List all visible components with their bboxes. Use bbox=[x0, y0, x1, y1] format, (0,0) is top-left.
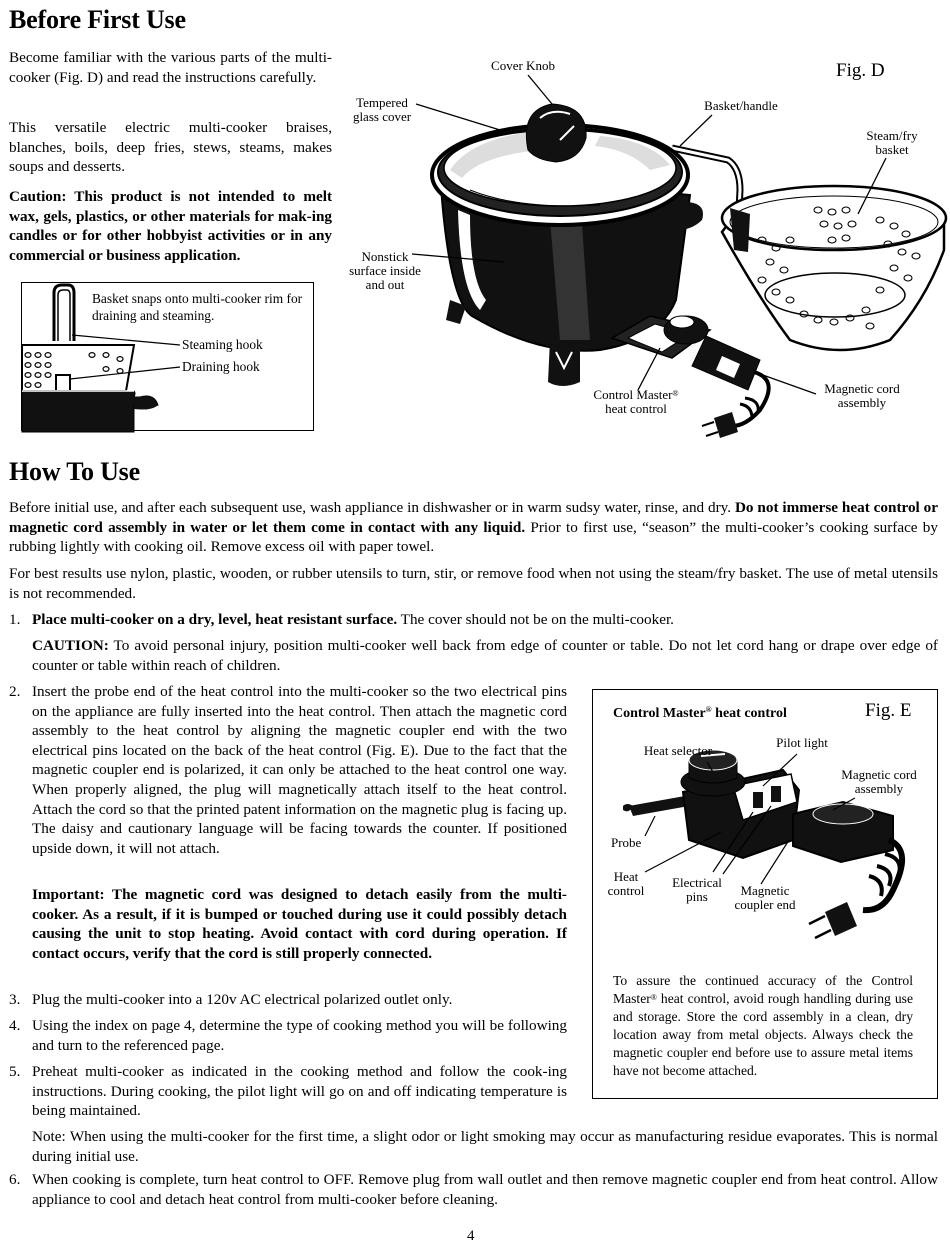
heat-selector-label: Heat selector bbox=[643, 743, 713, 758]
fig-e-title: Fig. E bbox=[865, 700, 912, 721]
step-6-text: When cooking is complete, turn heat control to OFF. Remove plug from wall outlet and then remove magnetic coupler end from heat control. Allow appliance to cool and detach heat control from multi-cooker before cleaning. bbox=[32, 1171, 938, 1208]
steaming-hook-label: Steaming hook bbox=[182, 337, 263, 352]
section-title-how-to-use: How To Use bbox=[9, 457, 140, 486]
probe-label: Probe bbox=[611, 835, 642, 850]
tempered-glass-label: Tempered glass cover bbox=[352, 95, 412, 124]
step-3-text: Plug the multi-cooker into a 120v AC electrical polarized outlet only. bbox=[32, 991, 453, 1008]
fig-e-magnetic-cord-label: Magnetic cord assembly bbox=[841, 767, 917, 796]
nonstick-label: Nonstick surface inside and out bbox=[349, 249, 421, 292]
basket-handle-label: Basket/handle bbox=[704, 98, 778, 113]
fig-e-heading: Control Master® heat control bbox=[613, 705, 787, 721]
fig-d-title: Fig. D bbox=[836, 60, 885, 81]
draining-hook-label: Draining hook bbox=[182, 359, 260, 374]
pilot-light-label: Pilot light bbox=[776, 735, 828, 750]
intro-paragraph: Become familiar with the various parts of the multi-cooker (Fig. D) and read the instructions carefully. bbox=[9, 49, 332, 86]
section-title-before-first-use: Before First Use bbox=[9, 5, 186, 34]
magnetic-coupler-label: Magnetic coupler end bbox=[734, 883, 796, 912]
step-1-number: 1. bbox=[9, 611, 21, 628]
fig-e-box bbox=[592, 689, 938, 1099]
heat-control-label: Heat control bbox=[607, 869, 645, 898]
step-3-number: 3. bbox=[9, 991, 21, 1008]
step-4-number: 4. bbox=[9, 1017, 21, 1034]
step-5-text: Preheat multi-cooker as indicated in the cooking method and follow the cook-ing instructions. During cooking, the pilot light will go on and off indicating temperature is being maintained. bbox=[32, 1063, 567, 1120]
inset-caption: Basket snaps onto multi-cooker rim for draining and steaming. bbox=[92, 291, 303, 323]
first-use-note: Note: When using the multi-cooker for the first time, a slight odor or light smoking may occur as manufacturing residue evaporates. This is normal during initial use. bbox=[32, 1128, 938, 1165]
step-5-number: 5. bbox=[9, 1063, 21, 1080]
step-2-text: Insert the probe end of the heat control into the multi-cooker so the two electrical pins on the appliance are fully inserted into the heat control. Then attach the magnetic cord assembly to the heat control by aligning the magnetic coupler end with the two electrical pins located on the back of the heat control (Fig. E). Due to the fact that the magnetic coupler end is polarized, it can only be attached to the heat control one way. When properly aligned, the plug will magnetically attach itself to the heat control. Attach the cord so that the printed patent information on the magnetic plug is facing up. The daisy and cautionary language will be facing towards the counter. If positioned upside down, it will not attach. bbox=[32, 683, 567, 857]
how-to-use-paragraph-2: For best results use nylon, plastic, wooden, or rubber utensils to turn, stir, or remove food when not using the steam/fry basket. The use of metal utensils is not recommended. bbox=[9, 565, 938, 602]
fig-e-heat-control-illustration bbox=[593, 690, 939, 970]
heat-control-care-text: To assure the continued accuracy of the Control Master® heat control, avoid rough handling during use and storage. Store the cord assembly in a clean, dry location away from metal objects. Always check the magnetic coupler end before use to assure metal items have not become attached. bbox=[613, 973, 913, 1078]
step-6-number: 6. bbox=[9, 1171, 21, 1188]
step-1-text: Place multi-cooker on a dry, level, heat resistant surface. The cover should not be on the multi-cooker. bbox=[32, 611, 674, 628]
control-master-label: Control Master® heat control bbox=[593, 387, 679, 416]
page-number: 4 bbox=[467, 1228, 475, 1244]
how-to-use-paragraph-1: Before initial use, and after each subsequent use, wash appliance in dishwasher or in warm sudsy water, rinse, and dry. Do not immerse heat control or magnetic cord assembly in water or let them come in contact with any liquid. Prior to first use, “season” the multi-cooker’s cooking surface by rubbing lightly with cooking oil. Remove excess oil with paper towel. bbox=[9, 499, 938, 556]
step-2-number: 2. bbox=[9, 683, 21, 700]
magnetic-cord-label: Magnetic cord assembly bbox=[824, 381, 900, 410]
important-note: Important: The magnetic cord was designed to detach easily from the multi-cooker. As a result, if it is bumped or touched during use it could possibly detach causing the unit to stop heating. Avoid contact with cord during operation. If contact occurs, verify that the cord is still properly connected. bbox=[32, 886, 567, 962]
step-4-text: Using the index on page 4, determine the type of cooking method you will be following and turn to the referenced page. bbox=[32, 1017, 567, 1054]
step-1-caution: CAUTION: To avoid personal injury, position multi-cooker well back from edge of counter or table. Do not let cord hang or drape over edge of counter or table within reach of children. bbox=[32, 637, 938, 674]
caution-paragraph: Caution: This product is not intended to melt wax, gels, plastics, or other materials for mak-ing candles or for other hobbyist activities or in any commercial or business application. bbox=[9, 188, 332, 264]
cover-knob-label: Cover Knob bbox=[491, 58, 555, 73]
fig-d-multicooker-illustration bbox=[0, 0, 950, 450]
steam-fry-basket-label: Steam/fry basket bbox=[866, 128, 918, 157]
electrical-pins-label: Electrical pins bbox=[672, 875, 722, 904]
versatility-paragraph: This versatile electric multi-cooker braises, blanches, boils, deep fries, stews, steams, makes soups and desserts. bbox=[9, 119, 332, 176]
